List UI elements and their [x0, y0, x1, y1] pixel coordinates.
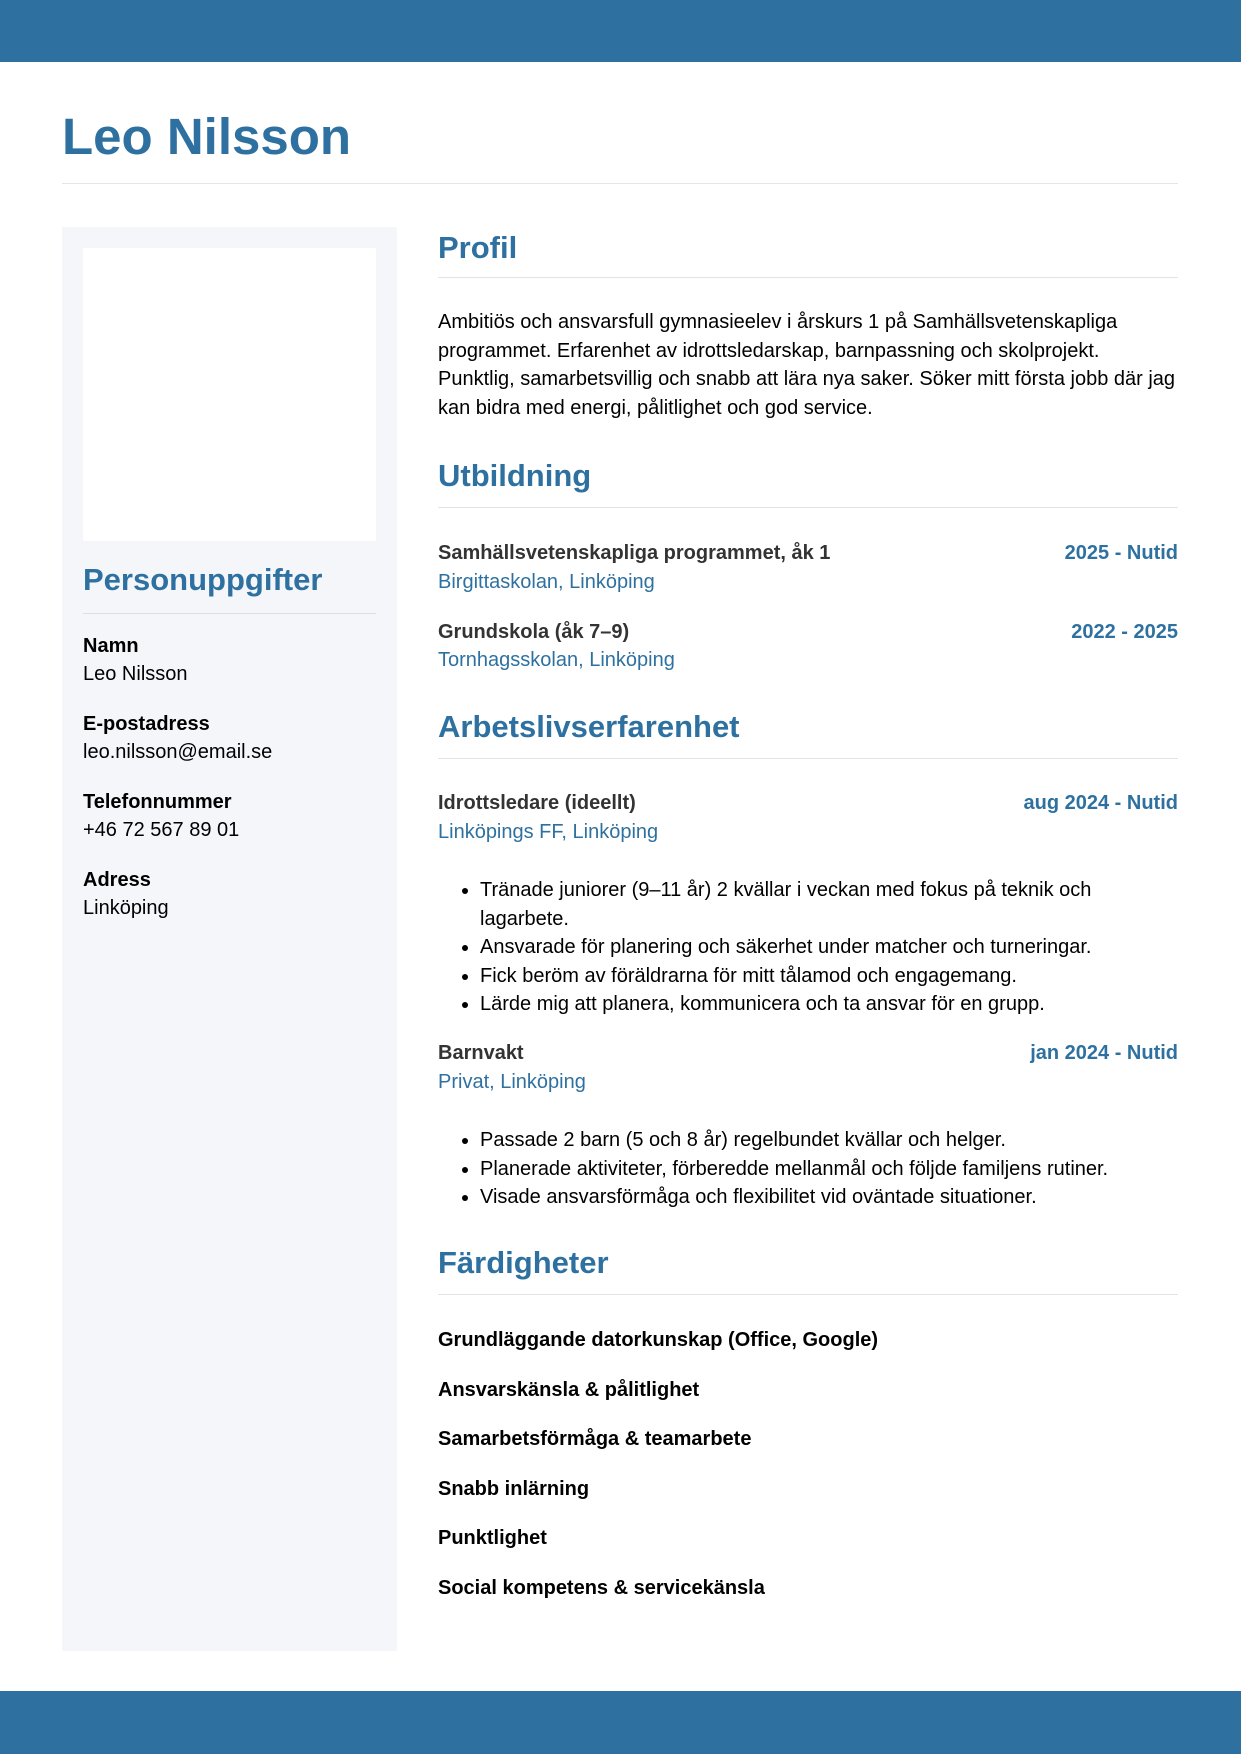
top-color-band	[0, 0, 1241, 62]
bottom-color-band	[0, 1691, 1241, 1754]
field-label: E-postadress	[83, 713, 210, 735]
personal-info-heading: Personuppgifter	[83, 562, 323, 597]
skills-divider	[438, 1294, 1178, 1295]
profile-summary: Ambitiös och ansvarsfull gymnasieelev i årskurs 1 på Samhällsvetenskapliga programmet. Erfarenhet av idrottsledarskap, barnpassning och skolprojekt. Punktlig, samarbetsvillig och snabb att lära nya saker. Söker mitt första jobb där jag kan bidra med energi, pålitlighet och god service.	[438, 311, 1176, 419]
skill-item: Social kompetens & servicekänsla	[438, 1577, 765, 1599]
list-item: • Passade 2 barn (5 och 8 år) regelbundet kvällar och helger.	[480, 1126, 1178, 1155]
education-heading: Utbildning	[438, 458, 592, 493]
list-item: • Fick beröm av föräldrarna för mitt tålamod och engagemang.	[480, 962, 1178, 991]
field-label: Adress	[83, 869, 151, 891]
field-value: leo.nilsson@email.se	[83, 741, 273, 763]
profile-photo-placeholder	[83, 248, 376, 541]
title-divider	[62, 183, 1178, 184]
field-value: Linköping	[83, 897, 169, 919]
personal-info-address	[83, 866, 376, 923]
skill-item: Samarbetsförmåga & teamarbete	[438, 1428, 752, 1450]
skills-heading: Färdigheter	[438, 1245, 609, 1280]
field-label: Namn	[83, 635, 139, 657]
skill-item: Punktlighet	[438, 1527, 547, 1549]
list-item: • Visade ansvarsförmåga och flexibilitet vid oväntade situationer.	[480, 1183, 1178, 1212]
list-item: • Ansvarade för planering och säkerhet under matcher och turneringar.	[480, 933, 1178, 962]
profile-heading: Profil	[438, 230, 518, 265]
personal-info-phone	[83, 788, 376, 845]
entry-employer: Linköpings FF, Linköping	[438, 821, 659, 843]
list-item: • Lärde mig att planera, kommunicera och ta ansvar för en grupp.	[480, 990, 1178, 1019]
entry-title: Grundskola (åk 7–9)	[438, 621, 630, 643]
experience-entry-header	[438, 789, 1178, 817]
entry-date: aug 2024 - Nutid	[1023, 792, 1178, 814]
entry-date: 2025 - Nutid	[1064, 542, 1178, 564]
experience-bullet-list	[438, 1126, 1178, 1212]
skill-item: Snabb inlärning	[438, 1478, 590, 1500]
entry-date: 2022 - 2025	[1071, 621, 1178, 643]
experience-divider	[438, 758, 1178, 759]
entry-school: Tornhagsskolan, Linköping	[438, 649, 675, 671]
list-item: • Tränade juniorer (9–11 år) 2 kvällar i veckan med fokus på teknik och lagarbete.	[480, 876, 1178, 933]
entry-date: jan 2024 - Nutid	[1030, 1042, 1178, 1064]
profile-divider	[438, 277, 1178, 278]
entry-title: Samhällsvetenskapliga programmet, åk 1	[438, 542, 831, 564]
education-entry-header	[438, 539, 1178, 567]
skill-item: Ansvarskänsla & pålitlighet	[438, 1379, 700, 1401]
field-label: Telefonnummer	[83, 791, 232, 813]
entry-employer: Privat, Linköping	[438, 1071, 586, 1093]
experience-entry-header	[438, 1039, 1178, 1067]
education-entry-header	[438, 618, 1178, 646]
personal-info-email	[83, 710, 376, 767]
entry-school: Birgittaskolan, Linköping	[438, 571, 655, 593]
field-value: Leo Nilsson	[83, 663, 188, 685]
field-value: +46 72 567 89 01	[83, 819, 240, 841]
personal-info-divider	[83, 613, 376, 614]
list-item: • Planerade aktiviteter, förberedde mellanmål och följde familjens rutiner.	[480, 1155, 1178, 1184]
experience-bullet-list	[438, 876, 1178, 1019]
entry-title: Barnvakt	[438, 1042, 524, 1064]
personal-info-name	[83, 632, 376, 689]
sidebar	[62, 227, 397, 1651]
skill-item: Grundläggande datorkunskap (Office, Google)	[438, 1329, 879, 1351]
education-divider	[438, 507, 1178, 508]
resume-name-title: Leo Nilsson	[62, 108, 352, 165]
entry-title: Idrottsledare (ideellt)	[438, 792, 636, 814]
experience-heading: Arbetslivserfarenhet	[438, 709, 740, 744]
